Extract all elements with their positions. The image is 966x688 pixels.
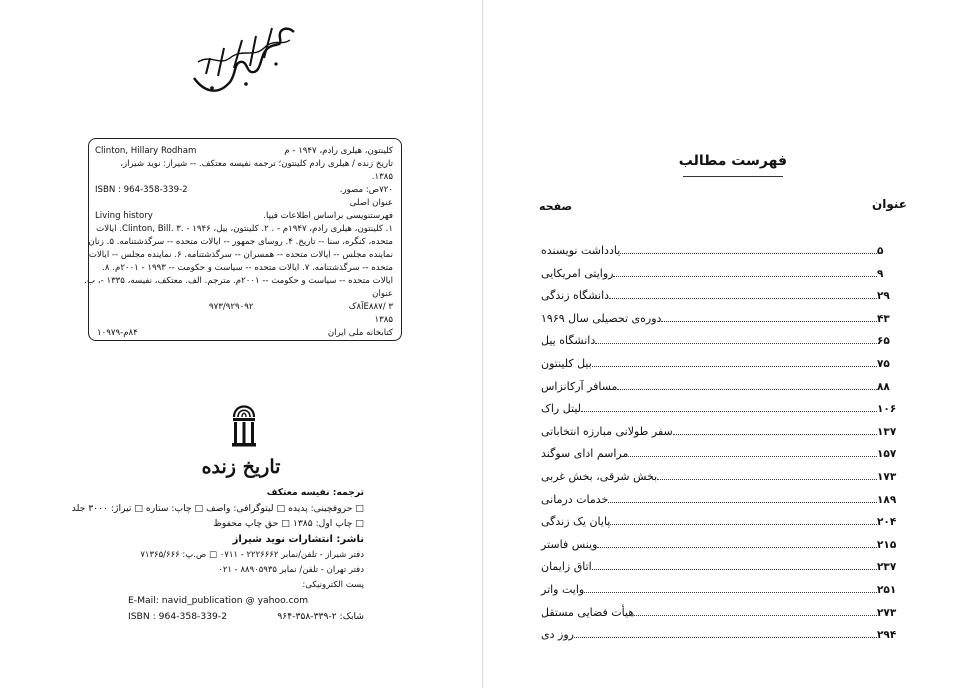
catalog-title-line-2: ۱۳۸۵. [371, 172, 393, 182]
toc-entry [539, 327, 905, 347]
toc-entry-title: اتاق زایمان [541, 560, 592, 574]
publisher-logo-icon [231, 397, 257, 449]
production-line: □ حروفچینی: پدیده □ لیتوگرافی: واصف □ چاپ: ستاره □ تیراژ: ۳۰۰۰ جلد [71, 503, 364, 514]
catalog-subjects: متحده، کنگره، سنا -- تاریخ. ۴. روسای جمهور -- ایالات متحده -- سرگذشتنامه. ۵. زنان [88, 237, 393, 247]
shiraz-office-line: دفتر شیراز - تلفن/نمابر ۲۲۲۶۶۶۲ - ۰۷۱۱ □ ص.پ: ۷۱۳۶۵/۶۶۶ [140, 550, 364, 560]
toc-header-page: صفحه [539, 200, 573, 213]
production-line-2: □ چاپ اول: ۱۳۸۵ □ حق چاپ محفوظ [213, 518, 364, 529]
toc-entry-page: ۲۹ [877, 290, 890, 303]
catalog-latin-author: Clinton, Hillary Rodham [95, 146, 197, 156]
toc-dot-leader [592, 366, 877, 367]
catalog-subjects: نماینده مجلس -- ایالات متحده -- همسران -- سرگذشتنامه. ۶. نماینده مجلس -- ایالات [88, 250, 393, 260]
toc-dot-leader [592, 569, 877, 570]
toc-entry-page: ۲۷۳ [877, 606, 897, 619]
toc-entry-title: هیأت فضایی مستقل [541, 605, 635, 619]
toc-dot-leader [584, 592, 877, 593]
catalog-record-number: ۸۴م-۱۰۹۷۹ [97, 328, 138, 338]
toc-entry [539, 237, 905, 257]
catalog-subjects: عنوان [372, 289, 393, 299]
toc-dot-leader [574, 637, 877, 638]
toc-entry [539, 305, 905, 325]
toc-entry-page: ۲۰۴ [877, 516, 897, 529]
tehran-office-line: دفتر تهران - تلفن/ نمابر ۸۸۹۰۵۹۳۵ - ۰۲۱ [218, 565, 364, 575]
toc-entry [539, 553, 905, 573]
toc-dot-leader [608, 502, 877, 503]
toc-entry [539, 463, 905, 483]
toc-entry-page: ۱۷۳ [877, 471, 897, 483]
toc-entry [539, 531, 905, 551]
toc-entry [539, 260, 905, 280]
toc-entry-title: دانشگاه زندگی [541, 289, 610, 303]
toc-entry-page: ۱۳۷ [877, 425, 897, 438]
catalog-subjects: متحده -- سرگذشتنامه. ۷. ایالات متحده -- سیاست و حکومت -- ۱۹۹۳ - ۲۰۰۱م. ۸. [102, 263, 393, 273]
toc-dot-leader [609, 298, 877, 299]
catalog-dewey: ۹۷۳/۹۲۹۰۹۲ [209, 302, 254, 312]
toc-dot-leader [597, 547, 877, 548]
toc-entry-title: لیتل راک [541, 402, 582, 416]
right-page [482, 0, 966, 688]
toc-dot-leader [613, 276, 877, 277]
catalog-original-title-label: عنوان اصلی [349, 198, 393, 208]
toc-entry-title: روز دی [541, 628, 574, 642]
toc-entry [539, 395, 905, 415]
catalog-fipa-note: فهرستنویسی براساس اطلاعات فیپا. [263, 211, 393, 221]
toc-entry-title: سفر طولانی مبارزه انتخاباتی [541, 424, 673, 438]
toc-entry [539, 576, 905, 596]
toc-title: فهرست مطالب [678, 153, 787, 169]
toc-entry-page: ۶۵ [877, 335, 890, 348]
toc-entry [539, 418, 905, 438]
toc-header-title: عنوان [872, 197, 907, 211]
left-page [0, 0, 482, 688]
toc-dot-leader [661, 321, 877, 322]
email-label: پست الکترونیکی: [302, 580, 364, 590]
toc-entry-title: مسافر آرکانزاس [541, 379, 618, 393]
toc-entry-title: وینس فاستر [541, 537, 598, 551]
isbn-persian: شابک: ۲-۳۳۹-۳۵۸-۹۶۴ [277, 611, 364, 622]
toc-dot-leader [617, 389, 877, 390]
email-address: E-Mail: navid_publication @ yahoo.com [128, 595, 309, 606]
toc-entry-page: ۱۰۶ [877, 403, 897, 416]
toc-entry-page: ۱۸۹ [877, 493, 897, 506]
toc-entry-title: دانشگاه ییل [541, 334, 596, 348]
toc-entry [539, 440, 905, 460]
toc-dot-leader [628, 456, 877, 457]
catalog-class-number: E۸۸۷/ ۳آ۸ک [348, 302, 393, 312]
toc-entry [539, 508, 905, 528]
toc-title-underline [683, 176, 783, 177]
toc-dot-leader [581, 411, 877, 412]
toc-entry [539, 373, 905, 393]
toc-entry-title: خدمات درمانی [541, 492, 609, 506]
toc-entry-page: ۸۸ [877, 380, 890, 393]
toc-entry-title: روایتی امریکایی [541, 266, 614, 280]
toc-entry-page: ۲۹۴ [877, 629, 897, 642]
toc-dot-leader [634, 615, 877, 616]
toc-dot-leader [595, 343, 877, 344]
toc-entry-title: پایان یک زندگی [541, 515, 611, 529]
toc-entry-page: ۲۵۱ [877, 584, 897, 596]
toc-entry [539, 282, 905, 302]
toc-dot-leader [610, 524, 877, 525]
basmala-calligraphy [190, 18, 300, 102]
catalog-persian-author: کلینتون، هیلری رادم، ۱۹۴۷ - م [284, 146, 393, 156]
toc-entry-title: مراسم ادای سوگند [541, 447, 629, 461]
toc-entry-page: ۴۳ [877, 312, 890, 325]
catalog-library: کتابخانه ملی ایران [327, 328, 393, 338]
toc-dot-leader [657, 479, 877, 480]
toc-entry-page: ۱۵۷ [877, 448, 897, 461]
catalog-subjects: ایالات متحده -- سیاست و حکومت -- ۲۰۰۱م. مترجم. الف. معتکف، نفیسه، ۱۳۳۵ -، ب. [84, 276, 393, 286]
toc-entry-title: دوره‌ی تحصیلی سال ۱۹۶۹ [541, 311, 662, 325]
catalog-isbn: ISBN : 964-358-339-2 [95, 185, 188, 195]
catalog-pages: ۷۲۰ص: مصور. [339, 185, 393, 195]
toc-entry-page: ۲۱۵ [877, 538, 897, 551]
toc-entry-page: ۲۳۷ [877, 561, 897, 574]
publisher-line: ناشر: انتشارات نوید شیراز [232, 534, 364, 545]
toc-entry [539, 599, 905, 619]
toc-entry-page: ۷۵ [877, 358, 890, 370]
toc-entry-title: وایت واتر [541, 583, 585, 596]
toc-entry-title: بخش شرقی، بخش غربی [541, 470, 658, 483]
toc-entry [539, 621, 905, 641]
catalog-title-line: تاریخ زنده / هیلری رادم کلینتون؛ ترجمه نفیسه معتکف. -- شیراز: نوید شیراز، [120, 159, 393, 169]
toc-dot-leader [673, 434, 877, 435]
toc-entry-page: ۵ [877, 245, 884, 257]
toc-entry-title: بیل کلینتون [541, 357, 592, 370]
toc-entry-title: یادداشت نویسنده [541, 244, 621, 257]
catalog-subjects: ۱. کلینتون، هیلری رادم، ۱۹۴۷م - . ۲. کلینتون، بیل، ۱۹۴۶ - .Clinton, Bill. ۳. ایالات [96, 224, 393, 234]
cataloging-record [84, 138, 402, 341]
toc-entry [539, 350, 905, 370]
catalog-year: ۱۳۸۵ [374, 315, 393, 325]
toc-entry-page: ۹ [877, 267, 884, 280]
translator-line: ترجمه: نفیسه معتکف [266, 487, 364, 498]
toc-entry [539, 486, 905, 506]
toc-dot-leader [620, 253, 877, 254]
catalog-living-history: Living history [95, 211, 153, 221]
isbn-latin: ISBN : 964-358-339-2 [128, 611, 228, 622]
book-title: تاریخ زنده [201, 456, 281, 478]
